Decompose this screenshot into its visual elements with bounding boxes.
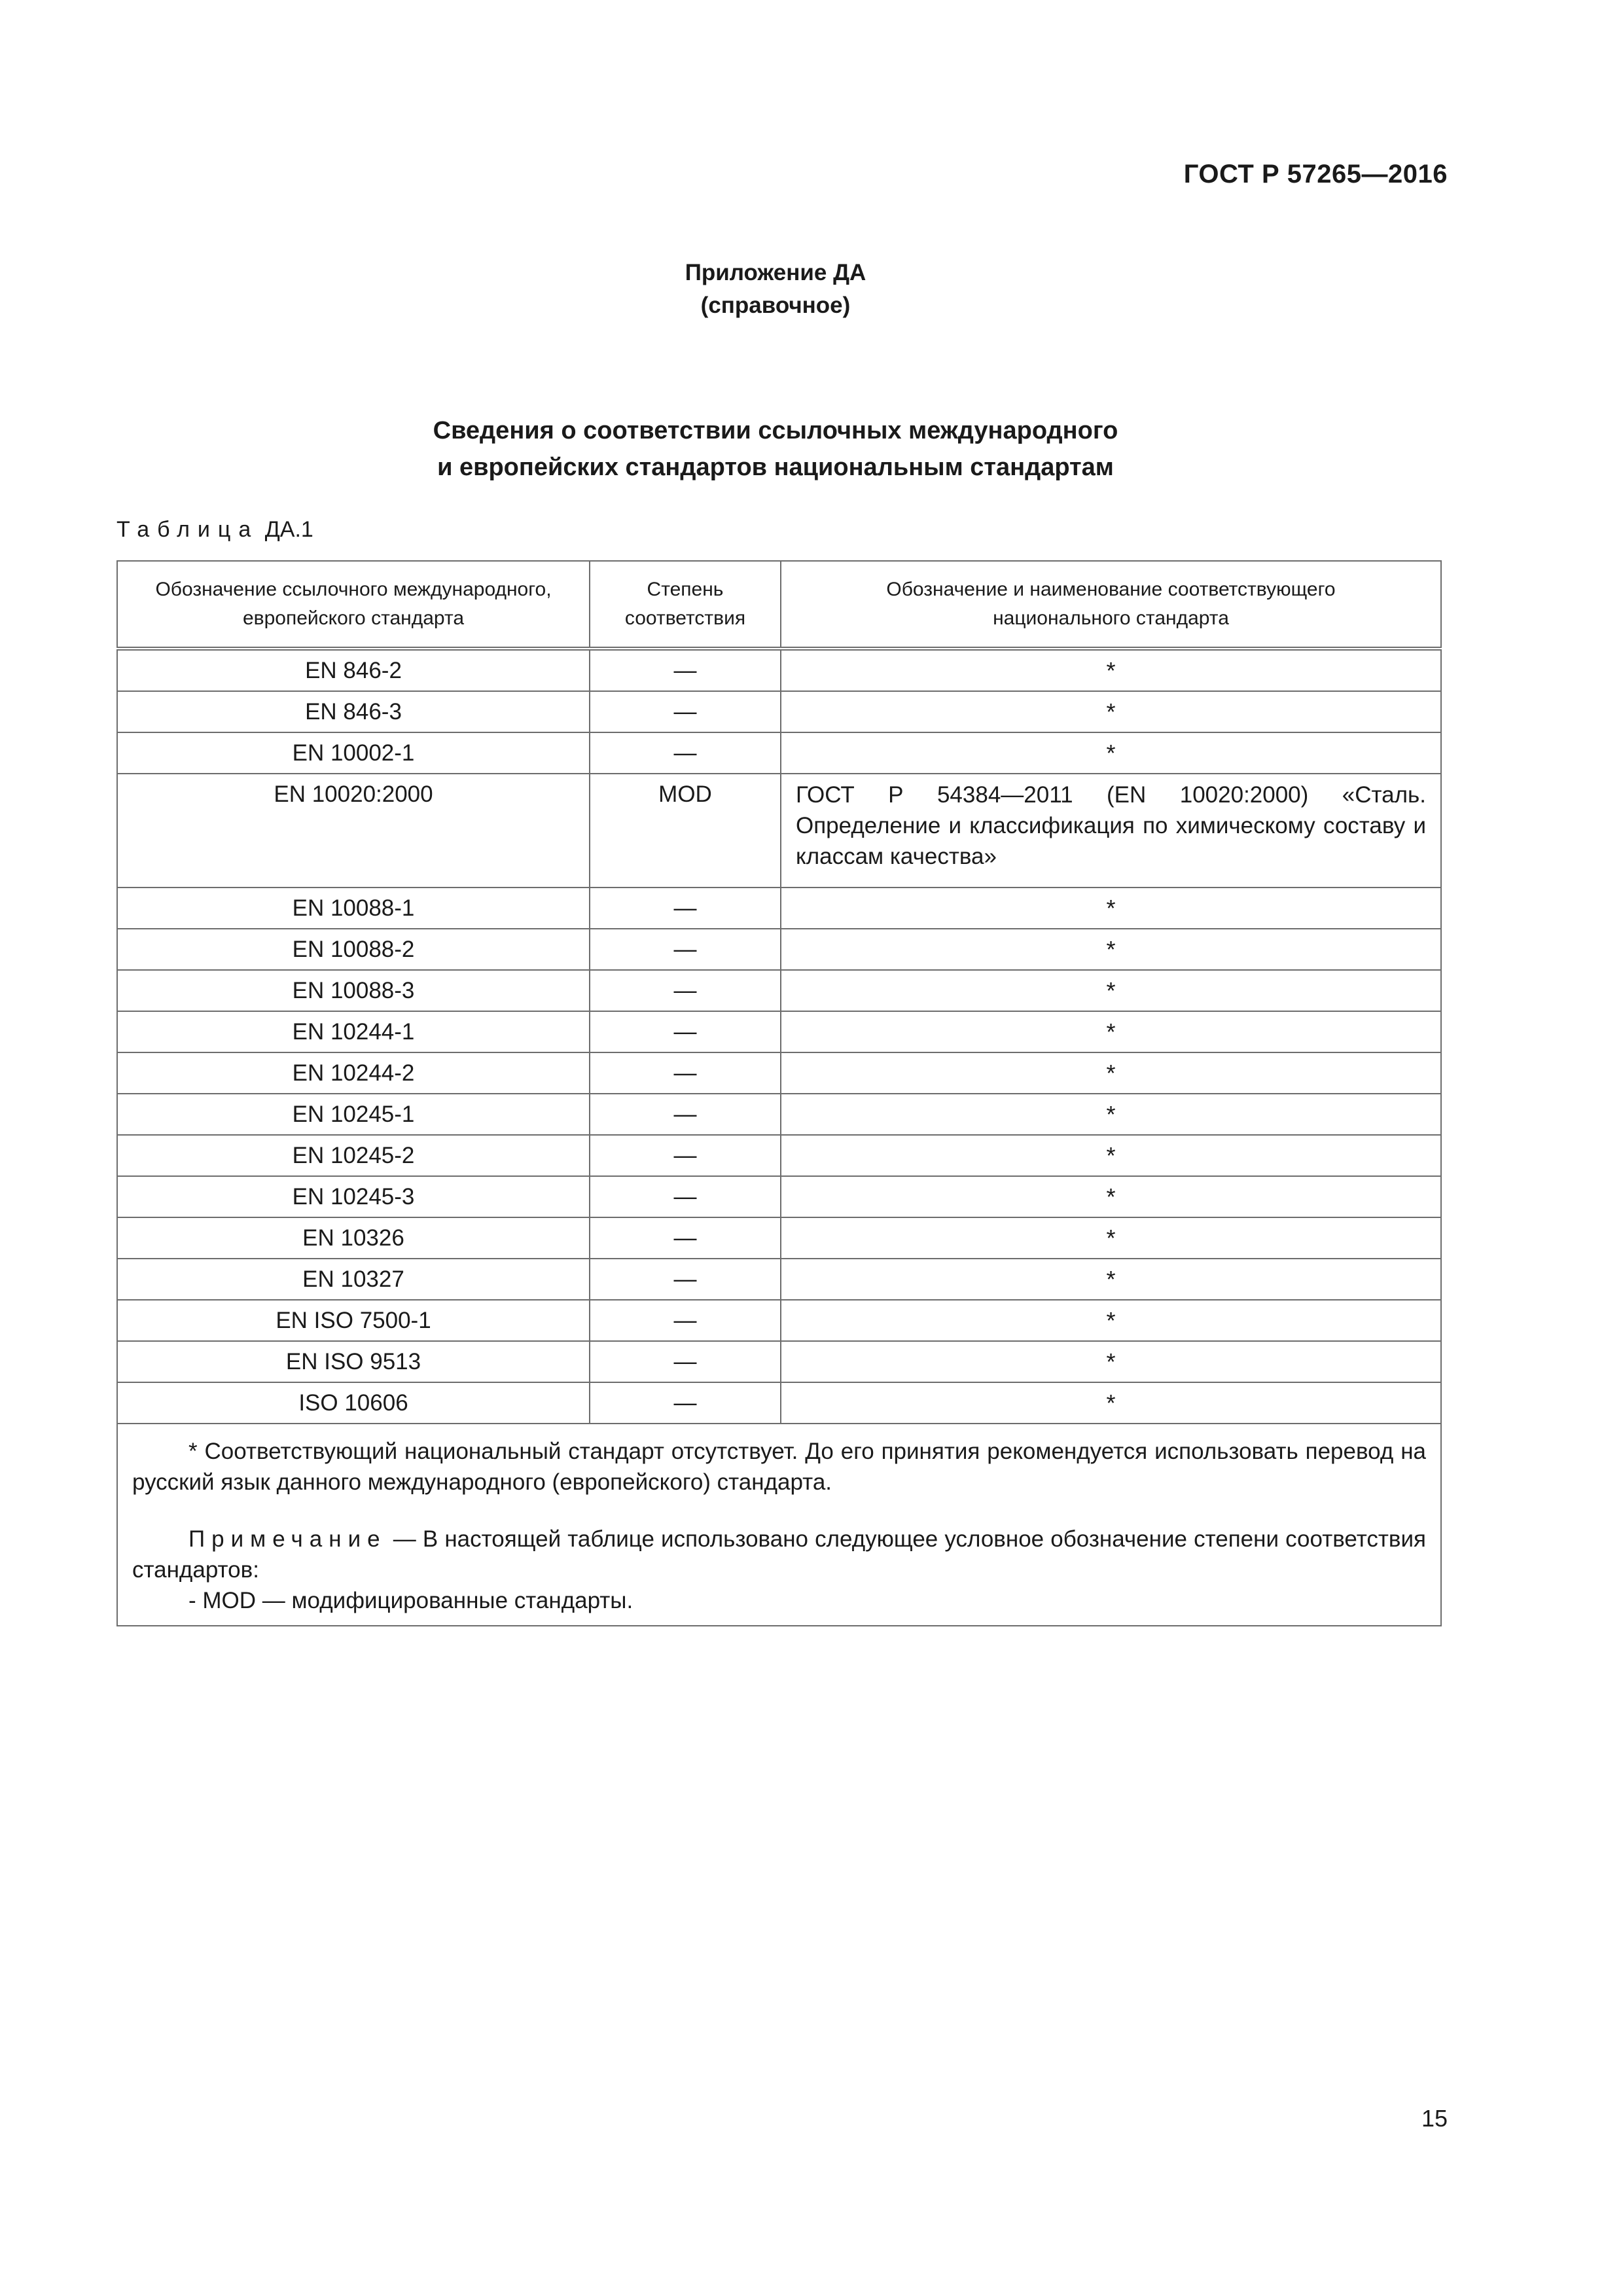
cell-national: * bbox=[781, 1011, 1441, 1052]
table-row bbox=[117, 1094, 1441, 1135]
table-row bbox=[117, 970, 1441, 1011]
cell-national: * bbox=[781, 691, 1441, 732]
header-international-standard: Обозначение ссылочного международного, европейского стандарта bbox=[117, 561, 590, 649]
table-row bbox=[117, 1176, 1441, 1217]
cell-national: * bbox=[781, 1135, 1441, 1176]
cell-degree: — bbox=[590, 1094, 781, 1135]
cell-national: * bbox=[781, 888, 1441, 929]
header-national-standard: Обозначение и наименование соответствующего национального стандарта bbox=[781, 561, 1441, 649]
cell-national: * bbox=[781, 1094, 1441, 1135]
cell-national: * bbox=[781, 1300, 1441, 1341]
table-row bbox=[117, 1217, 1441, 1259]
table-caption bbox=[116, 517, 313, 543]
note-label: Примечание bbox=[188, 1526, 387, 1552]
appendix-heading bbox=[0, 257, 1551, 322]
cell-standard: EN 10245-3 bbox=[117, 1176, 590, 1217]
table-row bbox=[117, 774, 1441, 888]
cell-standard: EN 10088-3 bbox=[117, 970, 590, 1011]
note bbox=[132, 1524, 1426, 1585]
table-row bbox=[117, 1259, 1441, 1300]
cell-national: * bbox=[781, 1341, 1441, 1382]
cell-standard: EN 10245-1 bbox=[117, 1094, 590, 1135]
table-row bbox=[117, 1300, 1441, 1341]
cell-standard: EN 10088-2 bbox=[117, 929, 590, 970]
header-degree: Степень соответствия bbox=[590, 561, 781, 649]
table-notes bbox=[117, 1424, 1441, 1626]
cell-standard: EN 10020:2000 bbox=[117, 774, 590, 888]
cell-national: * bbox=[781, 1176, 1441, 1217]
note-text: — В настоящей таблице использовано следующее условное обозначение степени соответствия стандартов: bbox=[132, 1526, 1426, 1583]
table-caption-id: ДА.1 bbox=[264, 517, 313, 542]
document-code: ГОСТ Р 57265—2016 bbox=[1183, 160, 1448, 188]
table-row bbox=[117, 1052, 1441, 1094]
cell-standard: EN 10244-1 bbox=[117, 1011, 590, 1052]
cell-standard: EN 10327 bbox=[117, 1259, 590, 1300]
footnote: * Соответствующий национальный стандарт отсутствует. До его принятия рекомендуется использовать перевод на русский язык данного международного (европейского) стандарта. bbox=[132, 1439, 1426, 1495]
table-row bbox=[117, 1341, 1441, 1382]
cell-standard: EN 846-3 bbox=[117, 691, 590, 732]
cell-standard: EN 846-2 bbox=[117, 649, 590, 691]
cell-standard: EN 10002-1 bbox=[117, 732, 590, 774]
cell-degree: — bbox=[590, 888, 781, 929]
table-row bbox=[117, 691, 1441, 732]
cell-standard: EN 10245-2 bbox=[117, 1135, 590, 1176]
cell-degree: — bbox=[590, 1052, 781, 1094]
cell-national: * bbox=[781, 1259, 1441, 1300]
cell-national: * bbox=[781, 732, 1441, 774]
cell-standard: EN 10088-1 bbox=[117, 888, 590, 929]
cell-degree: MOD bbox=[590, 774, 781, 888]
cell-national: * bbox=[781, 649, 1441, 691]
appendix-title: Приложение ДА bbox=[685, 260, 866, 285]
appendix-kind: (справочное) bbox=[700, 293, 851, 318]
table-row bbox=[117, 929, 1441, 970]
table-caption-word: Таблица bbox=[116, 517, 259, 542]
cell-standard: EN 10244-2 bbox=[117, 1052, 590, 1094]
table-row bbox=[117, 888, 1441, 929]
cell-standard: EN ISO 9513 bbox=[117, 1341, 590, 1382]
section-title bbox=[0, 412, 1551, 486]
table-header-row bbox=[117, 561, 1441, 649]
cell-standard: EN ISO 7500-1 bbox=[117, 1300, 590, 1341]
cell-national: * bbox=[781, 929, 1441, 970]
table-row bbox=[117, 732, 1441, 774]
cell-degree: — bbox=[590, 1300, 781, 1341]
cell-national: * bbox=[781, 1052, 1441, 1094]
table-row bbox=[117, 649, 1441, 691]
cell-degree: — bbox=[590, 1382, 781, 1424]
cell-standard: ISO 10606 bbox=[117, 1382, 590, 1424]
cell-degree: — bbox=[590, 649, 781, 691]
cell-degree: — bbox=[590, 1341, 781, 1382]
section-title-line1: Сведения о соответствии ссылочных международного bbox=[433, 417, 1118, 444]
cell-national: * bbox=[781, 1217, 1441, 1259]
cell-national: * bbox=[781, 970, 1441, 1011]
table-notes-row bbox=[117, 1424, 1441, 1626]
cell-degree: — bbox=[590, 691, 781, 732]
table-row bbox=[117, 1135, 1441, 1176]
section-title-line2: и европейских стандартов национальным стандартам bbox=[437, 454, 1114, 481]
cell-degree: — bbox=[590, 1135, 781, 1176]
cell-degree: — bbox=[590, 1011, 781, 1052]
cell-degree: — bbox=[590, 970, 781, 1011]
cell-degree: — bbox=[590, 732, 781, 774]
table-row bbox=[117, 1382, 1441, 1424]
note-item: - MOD — модифицированные стандарты. bbox=[188, 1588, 633, 1613]
cell-degree: — bbox=[590, 1259, 781, 1300]
correspondence-table bbox=[116, 560, 1440, 1626]
cell-degree: — bbox=[590, 929, 781, 970]
cell-degree: — bbox=[590, 1217, 781, 1259]
cell-standard: EN 10326 bbox=[117, 1217, 590, 1259]
table-row bbox=[117, 1011, 1441, 1052]
table-body bbox=[117, 649, 1441, 1626]
cell-national: ГОСТ Р 54384—2011 (EN 10020:2000) «Сталь. Определение и классификация по химическому составу и классам качества» bbox=[781, 774, 1441, 888]
page-number: 15 bbox=[1421, 2105, 1448, 2132]
cell-national: * bbox=[781, 1382, 1441, 1424]
cell-degree: — bbox=[590, 1176, 781, 1217]
